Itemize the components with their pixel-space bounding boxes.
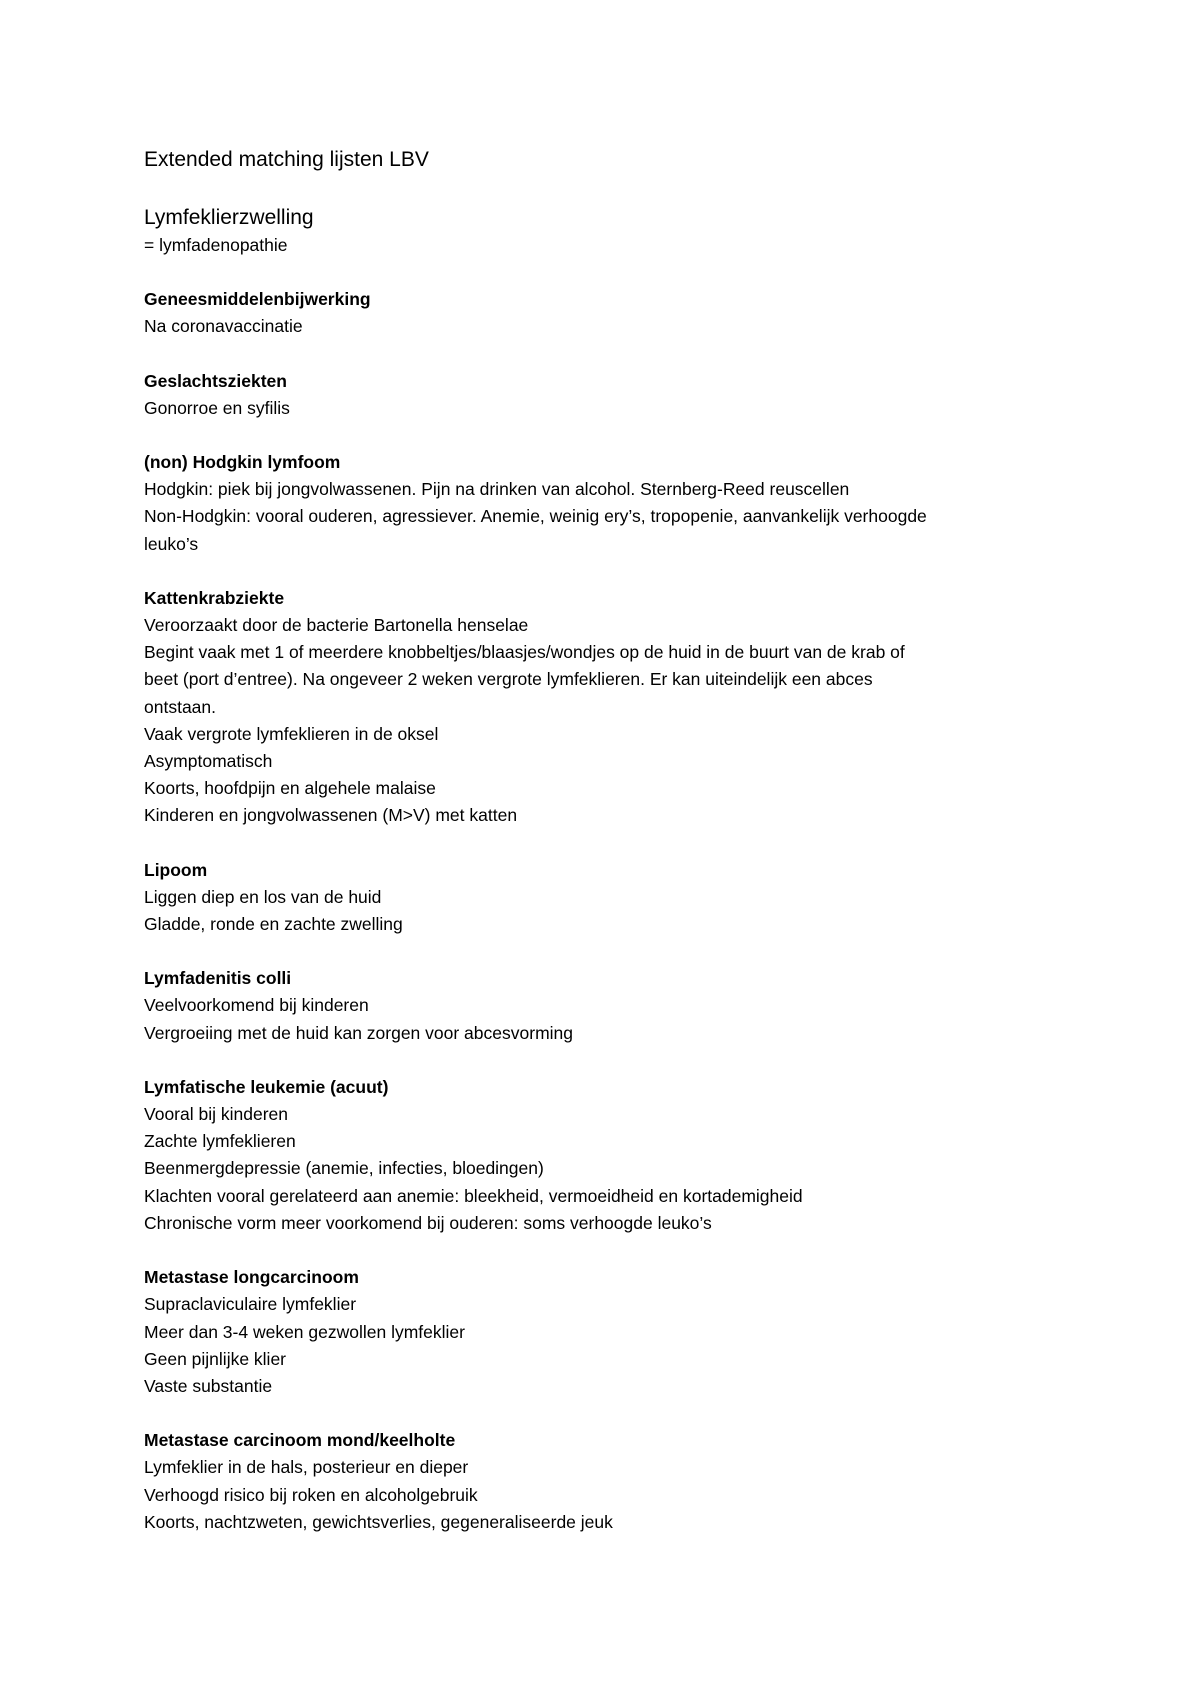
subsection-line: Vergroeiing met de huid kan zorgen voor abcesvorming [144,1022,573,1043]
subsection-line: Non-Hodgkin: vooral ouderen, agressiever. Anemie, weinig ery’s, tropopenie, aanvankelijk verhoogde [144,506,927,527]
subsection-lymfadenitis-colli [144,965,1064,1047]
subsection-line: Vooral bij kinderen [144,1104,288,1125]
subsection-line: ontstaan. [144,696,216,717]
subsection-title: Metastase longcarcinoom [144,1267,359,1288]
subsection-line: Begint vaak met 1 of meerdere knobbeltjes/blaasjes/wondjes op de huid in de buurt van de krab of [144,642,905,663]
subsection-line: Koorts, nachtzweten, gewichtsverlies, gegeneraliseerde jeuk [144,1511,613,1532]
section-intro: = lymfadenopathie [144,235,288,255]
document-content [144,146,1064,1536]
subsection-title: Metastase carcinoom mond/keelholte [144,1430,456,1451]
document-title: Extended matching lijsten LBV [144,148,429,171]
subsection-line: Meer dan 3-4 weken gezwollen lymfeklier [144,1321,465,1342]
subsection-line: Na coronavaccinatie [144,316,303,337]
subsection-line: Vaste substantie [144,1375,273,1396]
subsection-title: Kattenkrabziekte [144,587,285,608]
subsection-title: (non) Hodgkin lymfoom [144,452,341,473]
subsection-title: Geslachtsziekten [144,370,287,391]
subsection-metastase-carcinoom-mond [144,1427,1064,1536]
subsection-title: Lymfatische leukemie (acuut) [144,1076,389,1097]
subsection-title: Lymfadenitis colli [144,968,292,989]
subsection-line: Veroorzaakt door de bacterie Bartonella henselae [144,615,529,636]
subsection-line: Veelvoorkomend bij kinderen [144,995,369,1016]
subsection-line: Kinderen en jongvolwassenen (M>V) met katten [144,805,518,826]
subsection-line: Verhoogd risico bij roken en alcoholgebruik [144,1484,478,1505]
subsection-line: Beenmergdepressie (anemie, infecties, bloedingen) [144,1158,544,1179]
subsection-line: Gonorroe en syfilis [144,397,290,418]
subsection-line: beet (port d’entree). Na ongeveer 2 weken vergrote lymfeklieren. Er kan uiteindelijk een abces [144,669,873,690]
subsection-title: Geneesmiddelenbijwerking [144,289,371,310]
subsection-lipoom [144,857,1064,939]
subsection-kattenkrabziekte [144,585,1064,830]
subsection-line: Chronische vorm meer voorkomend bij ouderen: soms verhoogde leuko’s [144,1212,712,1233]
section-title: Lymfeklierzwelling [144,206,314,229]
subsection-metastase-longcarcinoom [144,1264,1064,1400]
subsection-line: Gladde, ronde en zachte zwelling [144,914,403,935]
subsection-geneesmiddelenbijwerking [144,286,1064,340]
subsection-line: Asymptomatisch [144,751,273,772]
subsection-line: Zachte lymfeklieren [144,1131,296,1152]
subsection-line: Vaak vergrote lymfeklieren in de oksel [144,723,439,744]
subsection-line: leuko’s [144,533,199,554]
subsection-hodgkin-lymfoom [144,449,1064,558]
subsection-line: Klachten vooral gerelateerd aan anemie: bleekheid, vermoeidheid en kortademigheid [144,1185,803,1206]
subsection-title: Lipoom [144,859,208,880]
subsection-line: Koorts, hoofdpijn en algehele malaise [144,778,436,799]
subsection-line: Supraclaviculaire lymfeklier [144,1294,357,1315]
subsection-line: Geen pijnlijke klier [144,1348,287,1369]
subsection-line: Lymfeklier in de hals, posterieur en dieper [144,1457,469,1478]
subsection-geslachtsziekten [144,368,1064,422]
subsection-line: Hodgkin: piek bij jongvolwassenen. Pijn na drinken van alcohol. Sternberg-Reed reuscellen [144,479,850,500]
subsection-line: Liggen diep en los van de huid [144,886,382,907]
subsection-lymfatische-leukemie [144,1074,1064,1237]
